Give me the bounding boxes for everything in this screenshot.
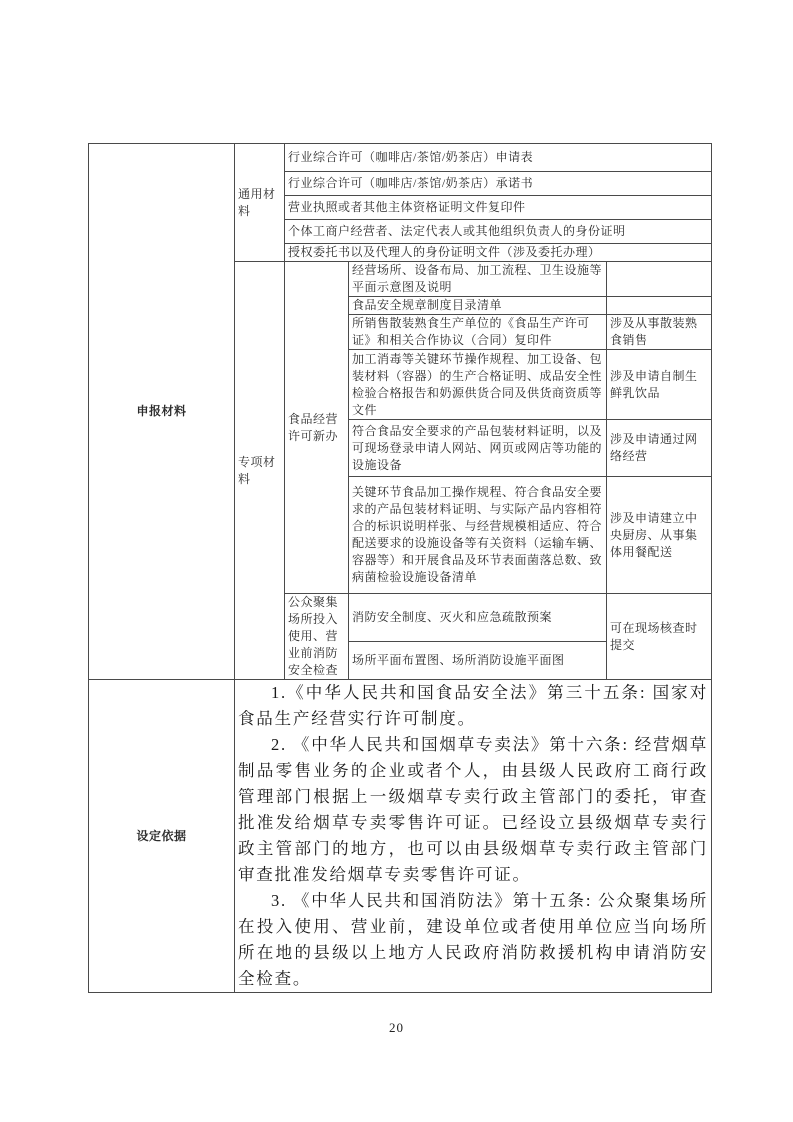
legal-basis-paragraph: 2. 《中华人民共和国烟草专卖法》第十六条: 经营烟草制品零售业务的企业或者个人，由县级人民政府工商行政管理部门根据上一级烟草专卖行政主管部门的委托，审查批准发给烟草专卖零售许可证。已经设立县级烟草专卖行政主管部门的地方，也可以由县级烟草专卖行政主管部门审查批准发给烟草专卖零售许可证。: [238, 735, 709, 884]
material-item: 消防安全制度、灭火和应急疏散预案: [349, 594, 607, 642]
group-label-special-materials: 专项材料: [235, 262, 285, 680]
section-label-legal-basis: 设定依据: [89, 680, 235, 993]
legal-basis-paragraph: 3. 《中华人民共和国消防法》第十五条: 公众聚集场所在投入使用、营业前，建设单位或者使用单位应当向场所所在地的县级以上地方人民政府消防救援机构申请消防安全检查。: [238, 891, 709, 988]
material-item: 场所平面布置图、场所消防设施平面图: [349, 641, 607, 679]
material-note: 涉及申请通过网络经营: [607, 420, 712, 477]
group-label-general-materials: 通用材料: [235, 144, 285, 262]
material-item: 个体工商户经营者、法定代表人或其他组织负责人的身份证明: [285, 220, 712, 244]
material-note: 可在现场核查时提交: [607, 594, 712, 680]
legal-basis-cell: [235, 680, 712, 993]
material-item: 授权委托书以及代理人的身份证明文件（涉及委托办理）: [285, 244, 712, 262]
legal-basis-paragraph: 1.《中华人民共和国食品安全法》第三十五条: 国家对食品生产经营实行许可制度。: [238, 683, 709, 728]
group-label-fire-check: 公众聚集场所投入使用、营业前消防安全检查: [285, 594, 349, 680]
material-item: 符合食品安全要求的产品包装材料证明，以及可现场登录申请人网站、网页或网店等功能的设施设备: [349, 420, 607, 477]
material-note: [607, 297, 712, 315]
material-item: 食品安全规章制度目录清单: [349, 297, 607, 315]
material-item: 所销售散装熟食生产单位的《食品生产许可证》和相关合作协议（合同）复印件: [349, 315, 607, 350]
material-item: 行业综合许可（咖啡店/茶馆/奶茶店）申请表: [285, 144, 712, 172]
material-note: [607, 262, 712, 297]
application-materials-table: [88, 143, 712, 993]
section-label-application-materials: 申报材料: [89, 144, 235, 680]
material-item: 营业执照或者其他主体资格证明文件复印件: [285, 196, 712, 220]
material-item: 经营场所、设备布局、加工流程、卫生设施等平面示意图及说明: [349, 262, 607, 297]
material-item: 关键环节食品加工操作规程、符合食品安全要求的产品包装材料证明、与实际产品内容相符合的标识说明样张、与经营规模相适应、符合配送要求的设施设备等有关资料（运输车辆、容器等）和开展食品及环节表面菌落总数、致病菌检验设施设备清单: [349, 477, 607, 594]
material-item: 行业综合许可（咖啡店/茶馆/奶茶店）承诺书: [285, 172, 712, 196]
table-row: [89, 144, 712, 172]
material-item: 加工消毒等关键环节操作规程、加工设备、包装材料（容器）的生产合格证明、成品安全性检验合格报告和奶源供货合同及供货商资质等文件: [349, 350, 607, 420]
material-note: 涉及申请自制生鲜乳饮品: [607, 350, 712, 420]
material-note: 涉及从事散装熟食销售: [607, 315, 712, 350]
table-row: [89, 680, 712, 993]
material-note: 涉及申请建立中央厨房、从事集体用餐配送: [607, 477, 712, 594]
page-number: 20: [389, 1020, 404, 1035]
group-label-food-license: 食品经营许可新办: [285, 262, 349, 594]
